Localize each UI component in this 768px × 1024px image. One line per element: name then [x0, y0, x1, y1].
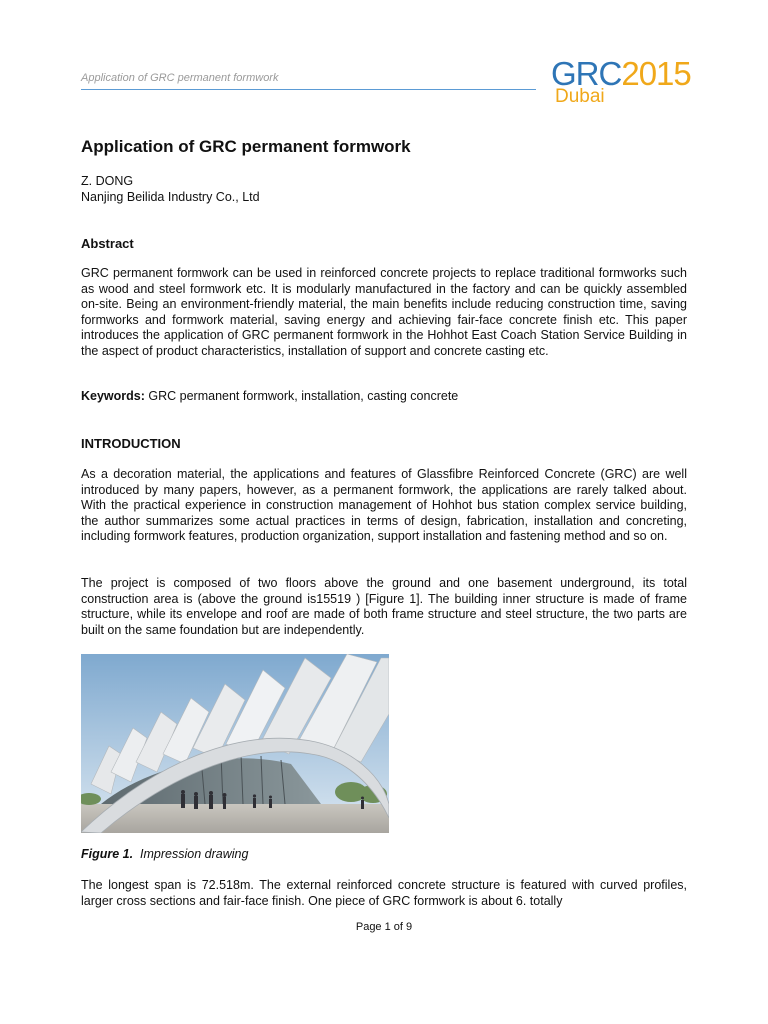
- introduction-heading: INTRODUCTION: [81, 436, 181, 451]
- keywords-text: GRC permanent formwork, installation, casting concrete: [148, 389, 459, 403]
- figure-caption-text: Impression drawing: [140, 847, 249, 861]
- figure-caption: [81, 847, 248, 861]
- after-figure-paragraph: The longest span is 72.518m. The external reinforced concrete structure is featured with curved profiles, larger cross sections and fair-face finish. One piece of GRC formwork is about 6. totally: [81, 878, 687, 908]
- intro-paragraph-1: As a decoration material, the applications and features of Glassfibre Reinforced Concrete (GRC) are well introduced by many papers, however, as a permanent formwork, the applications are rarely talked about. With the practical experience in construction management of Hohhot bus station complex service building, the author summarizes some actual practices in terms of design, fabrication, installation and concreting, including formwork features, production organization, support installation and fastening method and so on.: [81, 467, 687, 544]
- paper-title: Application of GRC permanent formwork: [81, 137, 411, 156]
- logo-brand: GRC: [551, 55, 622, 92]
- author-name: Z. DONG: [81, 174, 134, 188]
- page-number: Page 1 of 9: [355, 921, 413, 933]
- figure-impression-drawing: [81, 654, 389, 833]
- author-affiliation: Nanjing Beilida Industry Co., Ltd: [81, 190, 260, 204]
- keywords-line: [81, 389, 458, 403]
- figure-label: Figure 1.: [81, 847, 134, 861]
- conference-logo: [551, 55, 691, 107]
- building-rendering: [81, 654, 389, 833]
- header-rule: [81, 89, 536, 90]
- running-header: Application of GRC permanent formwork: [81, 72, 279, 84]
- logo-city: Dubai: [555, 86, 605, 107]
- keywords-label: Keywords:: [81, 389, 145, 403]
- intro-paragraph-2: The project is composed of two floors above the ground and one basement underground, its total construction area is (above the ground is15519 ) [Figure 1]. The building inner structure is made of frame structure, while its envelope and roof are made of both frame structure and steel structure, the two parts are built on the same foundation but are independently.: [81, 576, 687, 637]
- logo-year: 2015: [621, 55, 691, 92]
- abstract-text: GRC permanent formwork can be used in reinforced concrete projects to replace traditional formworks such as wood and steel formwork etc. It is modularly manufactured in the factory and can be quickly assembled on-site. Being an environment-friendly material, the main benefits include reducing construction time, saving formworks and formwork material, saving energy and achieving fair-face concrete finish etc. This paper introduces the application of GRC permanent formwork in the Hohhot East Coach Station Service Building in the aspect of product characteristics, installation of support and concrete casting etc.: [81, 266, 687, 358]
- abstract-heading: Abstract: [81, 236, 134, 251]
- author-block: [81, 173, 260, 205]
